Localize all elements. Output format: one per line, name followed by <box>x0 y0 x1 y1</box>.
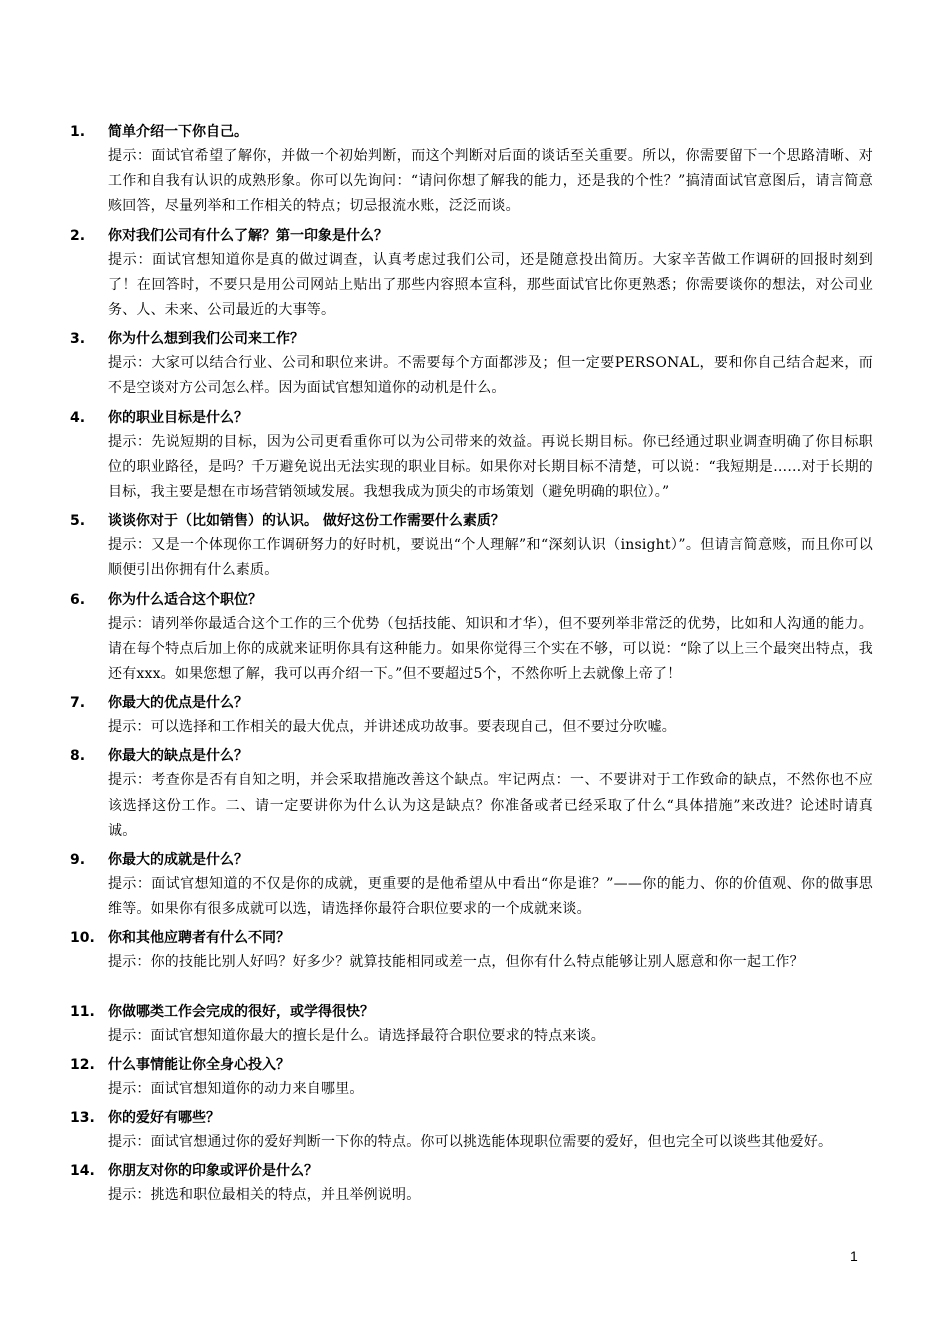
question-title: 简单介绍一下你自己。 <box>108 124 248 140</box>
question-number: 1. <box>70 124 86 140</box>
question-item <box>0 1159 873 1208</box>
question-title: 什么事情能让你全身心投入？ <box>108 1056 290 1073</box>
question-hint: 提示：考查你是否有自知之明，并会采取措施改善这个缺点。牢记两点：一、不要讲对于工作致命的缺点，不然你也不应该选择这份工作。二、请一定要讲你为什么认为这是缺点？你准备或者已经采取了什么“具体措施”来改进？论述时请真诚。 <box>108 772 873 839</box>
question-hint: 提示：可以选择和工作相关的最大优点，并讲述成功故事。要表现自己，但不要过分吹嘘。 <box>108 719 676 736</box>
question-item <box>0 691 873 740</box>
question-item <box>0 744 873 844</box>
question-item <box>0 1053 873 1102</box>
question-item <box>0 224 873 324</box>
question-hint: 提示：大家可以结合行业、公司和职位来讲。不需要每个方面都涉及；但一定要PERSONAL，要和你自己结合起来，而不是空谈对方公司怎么样。因为面试官想知道你的动机是什么。 <box>108 355 873 397</box>
question-hint: 提示：面试官想知道你的动力来自哪里。 <box>108 1080 364 1097</box>
question-hint: 提示：面试官希望了解你，并做一个初始判断，而这个判断对后面的谈话至关重要。所以，你需要留下一个思路清晰、对工作和自我有认识的成熟形象。你可以先询问：“请问你想了解我的能力，还是我的个性？”搞清面试官意图后，请言简意赅回答，尽量列举和工作相关的特点；切忌报流水账，泛泛而谈。 <box>108 148 873 215</box>
question-title: 你对我们公司有什么了解？第一印象是什么？ <box>108 227 388 244</box>
question-number: 6. <box>70 591 86 608</box>
question-hint: 提示：面试官想知道的不仅是你的成就，更重要的是他希望从中看出“你是谁？”——你的能力、你的价值观、你的做事思维等。如果你有很多成就可以选，请选择你最符合职位要求的一个成就来谈。 <box>108 876 873 918</box>
question-list <box>0 120 873 1212</box>
question-hint: 提示：面试官想知道你最大的擅长是什么。请选择最符合职位要求的特点来谈。 <box>108 1027 605 1044</box>
question-item <box>0 588 873 688</box>
question-number: 8. <box>70 748 86 765</box>
question-title: 谈谈你对于（比如销售）的认识。 做好这份工作需要什么素质？ <box>108 513 505 530</box>
question-hint: 提示：挑选和职位最相关的特点，并且举例说明。 <box>108 1187 421 1204</box>
question-title: 你朋友对你的印象或评价是什么？ <box>108 1163 318 1180</box>
question-number: 14. <box>70 1163 95 1180</box>
question-hint: 提示：先说短期的目标，因为公司更看重你可以为公司带来的效益。再说长期目标。你已经通过职业调查明确了你目标职位的职业路径，是吗？千万避免说出无法实现的职业目标。如果你对长期目标不清楚，可以说：“我短期是……对于长期的目标，我主要是想在市场营销领域发展。我想我成为顶尖的市场策划（避免明确的职位）。” <box>108 433 873 501</box>
question-title: 你和其他应聘者有什么不同？ <box>108 930 290 947</box>
question-number: 9. <box>70 852 86 869</box>
question-title: 你的职业目标是什么？ <box>108 409 248 426</box>
question-number: 3. <box>70 331 86 348</box>
question-title: 你最大的优点是什么？ <box>108 695 248 712</box>
question-hint: 提示：面试官想通过你的爱好判断一下你的特点。你可以挑选能体现职位需要的爱好，但也完全可以谈些其他爱好。 <box>108 1134 833 1151</box>
question-number: 2. <box>70 227 86 244</box>
question-hint: 提示：又是一个体现你工作调研努力的好时机，要说出“个人理解”和“深刻认识（insight）”。但请言简意赅，而且你可以顺便引出你拥有什么素质。 <box>108 537 873 579</box>
question-item <box>0 406 873 506</box>
question-number: 10. <box>70 930 95 947</box>
question-title: 你最大的缺点是什么？ <box>108 748 248 765</box>
question-hint: 提示：面试官想知道你是真的做过调查，认真考虑过我们公司，还是随意投出简历。大家辛苦做工作调研的回报时刻到了！在回答时，不要只是用公司网站上贴出了那些内容照本宣科，那些面试官比你更熟悉；你需要谈你的想法，对公司业务、人、未来、公司最近的大事等。 <box>108 251 873 319</box>
question-item <box>0 509 873 583</box>
question-number: 4. <box>70 409 86 426</box>
question-number: 5. <box>70 513 86 530</box>
question-number: 12. <box>70 1056 95 1073</box>
question-title: 你为什么想到我们公司来工作？ <box>108 331 304 348</box>
question-number: 7. <box>70 695 86 712</box>
section-gap <box>0 980 873 1000</box>
question-item <box>0 1000 873 1049</box>
question-title: 你为什么适合这个职位？ <box>108 591 262 608</box>
question-item <box>0 848 873 922</box>
question-title: 你的爱好有哪些？ <box>108 1110 220 1127</box>
question-number: 13. <box>70 1110 95 1127</box>
question-hint: 提示：请列举你最适合这个工作的三个优势（包括技能、知识和才华），但不要列举非常泛的优势，比如和人沟通的能力。请在每个特点后加上你的成就来证明你具有这种能力。如果你觉得三个实在不够，可以说：“除了以上三个最突出特点，我还有xxx。如果您想了解，我可以再介绍一下。”但不要超过5个，不然你听上去就像上帝了！ <box>108 615 873 683</box>
question-item <box>0 926 873 975</box>
question-item <box>0 120 873 220</box>
question-item <box>0 1106 873 1155</box>
question-hint: 提示：你的技能比别人好吗？好多少？就算技能相同或差一点，但你有什么特点能够让别人愿意和你一起工作？ <box>108 954 804 971</box>
question-number: 11. <box>70 1003 95 1020</box>
question-title: 你最大的成就是什么？ <box>108 852 248 869</box>
page-number: 1 <box>850 1248 858 1264</box>
question-item <box>0 327 873 401</box>
question-title: 你做哪类工作会完成的很好，或学得很快？ <box>108 1003 374 1020</box>
